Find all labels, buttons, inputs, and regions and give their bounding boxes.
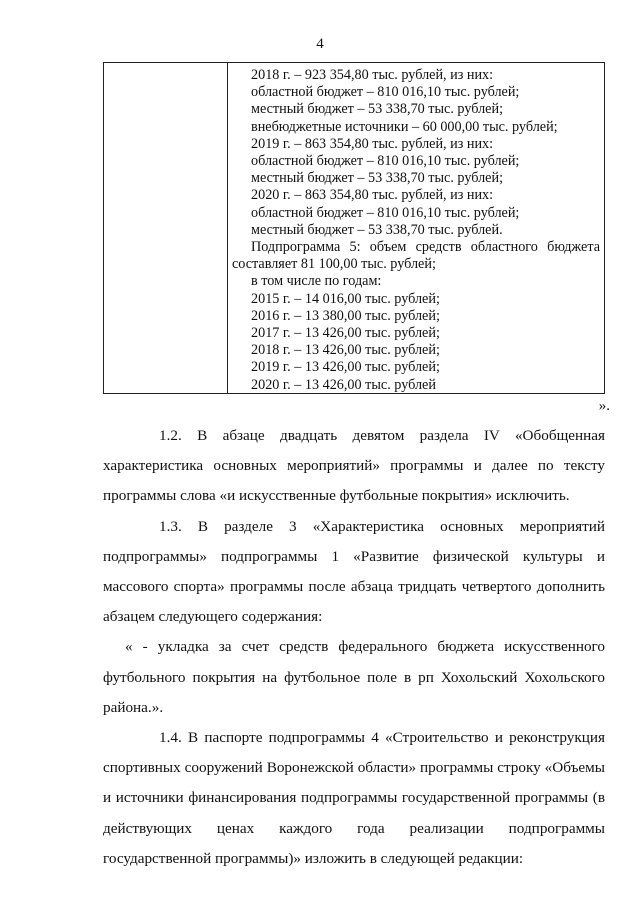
funding-table bbox=[103, 62, 605, 394]
table-line: 2016 г. – 13 380,00 тыс. рублей; bbox=[251, 307, 440, 324]
table-line: местный бюджет – 53 338,70 тыс. рублей; bbox=[251, 101, 504, 118]
table-line: областной бюджет – 810 016,10 тыс. рублей; bbox=[251, 84, 520, 101]
table-line: местный бюджет – 53 338,70 тыс. рублей. bbox=[251, 221, 503, 238]
inserted-paragraph-line: « - укладка за счет средств федерального бюджета искусственного bbox=[125, 638, 605, 656]
paragraph-1-2-line: 1.2. В абзаце двадцать девятом раздела IV «Обобщенная bbox=[159, 427, 605, 444]
paragraph-1-3-line: массового спорта» программы после абзаца тридцать четвертого дополнить bbox=[103, 578, 605, 596]
table-line: 2018 г. – 923 354,80 тыс. рублей, из них: bbox=[251, 67, 494, 83]
inserted-paragraph-line: района.». bbox=[103, 698, 164, 716]
table-line: внебюджетные источники – 60 000,00 тыс. рублей; bbox=[251, 118, 558, 135]
paragraph-1-4-line: действующих ценах каждого года реализации подпрограммы bbox=[103, 819, 605, 837]
table-line: 2019 г. – 863 354,80 тыс. рублей, из них: bbox=[251, 135, 494, 152]
paragraph-1-4-line: спортивных сооружений Воронежской области» программы строку «Объемы bbox=[103, 759, 605, 777]
paragraph-1-2-line: программы слова «и искусственные футбольные покрытия» исключить. bbox=[103, 487, 570, 505]
table-line: областной бюджет – 810 016,10 тыс. рублей; bbox=[251, 204, 520, 221]
document-body bbox=[103, 421, 605, 874]
table-line: 2015 г. – 14 016,00 тыс. рублей; bbox=[251, 290, 440, 307]
table-line: 2020 г. – 863 354,80 тыс. рублей, из них: bbox=[251, 187, 494, 204]
paragraph-1-4-line: 1.4. В паспорте подпрограммы 4 «Строительство и реконструкция bbox=[159, 729, 605, 747]
table-line: Подпрограмма 5: объем средств областного бюджета bbox=[251, 239, 600, 256]
paragraph-1-4-line: и источники финансирования подпрограммы государственной программы (в bbox=[103, 789, 605, 807]
paragraph-1-3-line: 1.3. В разделе 3 «Характеристика основных мероприятий bbox=[159, 517, 605, 535]
paragraph-1-4-line: государственной программы)» изложить в следующей редакции: bbox=[103, 849, 524, 867]
table-line: 2020 г. – 13 426,00 тыс. рублей bbox=[251, 376, 436, 393]
table-line: 2018 г. – 13 426,00 тыс. рублей; bbox=[251, 342, 440, 359]
funding-table-cell bbox=[232, 67, 600, 394]
paragraph-1-3-line: абзацем следующего содержания: bbox=[103, 608, 323, 626]
paragraph-1-3-line: подпрограммы» подпрограммы 1 «Развитие физической культуры и bbox=[103, 547, 605, 565]
table-line: местный бюджет – 53 338,70 тыс. рублей; bbox=[251, 170, 504, 187]
table-line: составляет 81 100,00 тыс. рублей; bbox=[232, 256, 436, 273]
inserted-paragraph-line: футбольного покрытия на футбольное поле в рп Хохольский Хохольского bbox=[103, 668, 605, 686]
table-line: 2017 г. – 13 426,00 тыс. рублей; bbox=[251, 325, 440, 342]
table-line: 2019 г. – 13 426,00 тыс. рублей; bbox=[251, 359, 440, 376]
table-line: в том числе по годам: bbox=[251, 273, 382, 290]
closing-quote: ». bbox=[598, 398, 610, 414]
table-column-divider bbox=[227, 63, 228, 393]
table-line: областной бюджет – 810 016,10 тыс. рублей; bbox=[251, 153, 520, 170]
page-number: 4 bbox=[316, 36, 324, 52]
paragraph-1-2-line: характеристика основных мероприятий» программы и далее по тексту bbox=[103, 457, 605, 475]
